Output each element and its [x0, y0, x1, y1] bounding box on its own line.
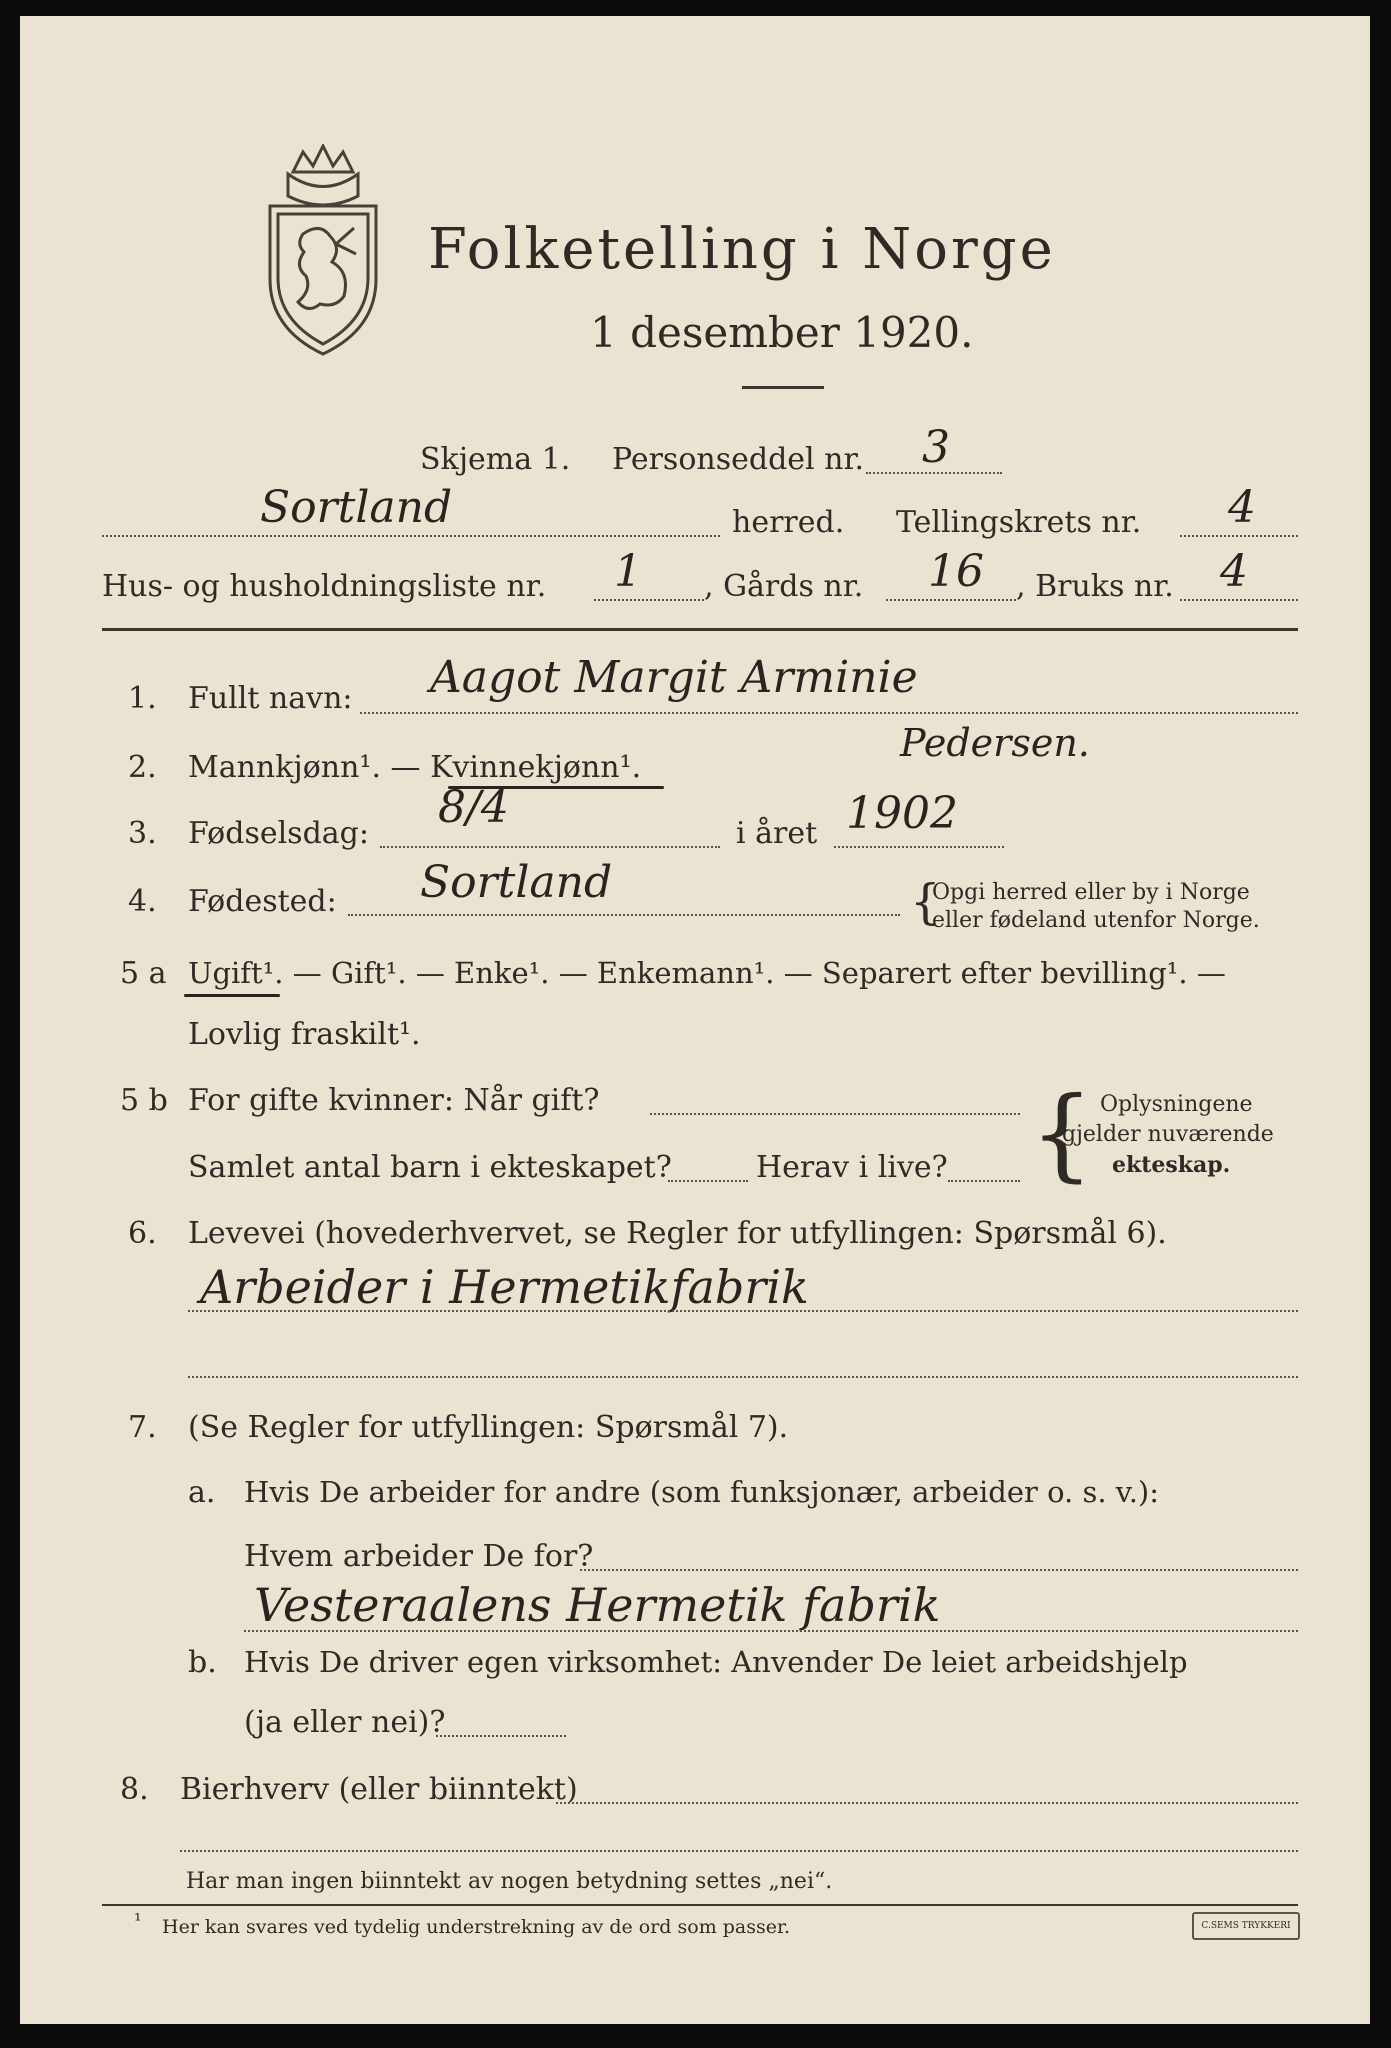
- q5b-alive-field[interactable]: [948, 1180, 1020, 1182]
- q3-year-value: 1902: [846, 788, 958, 839]
- q1-number: 1.: [128, 681, 157, 716]
- printer-stamp: [1192, 1912, 1300, 1940]
- q5b-number: 5 b: [120, 1083, 168, 1118]
- hus-field[interactable]: [594, 599, 704, 601]
- q5a-selected-underline: [184, 994, 280, 997]
- q5b-children-field[interactable]: [668, 1180, 748, 1182]
- personseddel-value: 3: [922, 422, 950, 473]
- q5b-alive-label: Herav i live?: [756, 1150, 948, 1185]
- q4-number: 4.: [128, 884, 157, 919]
- q8-label: Bierhverv (eller biinntekt): [180, 1772, 578, 1807]
- q6-value: Arbeider i Hermetikfabrik: [200, 1260, 809, 1314]
- q5b-children-label: Samlet antal barn i ekteskapet?: [188, 1150, 672, 1185]
- q7b-label: Hvis De driver egen virksomhet: Anvender De leiet arbeidshjelp: [244, 1645, 1188, 1679]
- q7a-letter: a.: [188, 1475, 216, 1510]
- q1-value-continued: Pedersen.: [900, 721, 1090, 765]
- title-divider: [742, 386, 824, 389]
- herred-value: Sortland: [260, 482, 453, 533]
- q7-number: 7.: [128, 1410, 157, 1445]
- q3-label: Fødselsdag:: [188, 816, 369, 851]
- q8-number: 8.: [120, 1772, 149, 1807]
- q4-note-line2: eller fødeland utenfor Norge.: [932, 908, 1260, 933]
- q7a-employer-field-line2[interactable]: [244, 1630, 1298, 1632]
- q4-note-line1: Opgi herred eller by i Norge: [932, 880, 1250, 905]
- biinntekt-note: Har man ingen biinntekt av nogen betydning settes „nei“.: [186, 1869, 833, 1894]
- q1-field[interactable]: [360, 712, 1298, 714]
- herred-label: herred.: [732, 505, 845, 540]
- q5a-label-line2: Lovlig fraskilt¹.: [188, 1017, 421, 1052]
- tellingskrets-label: Tellingskrets nr.: [896, 505, 1142, 540]
- hus-label: Hus- og husholdningsliste nr.: [102, 569, 547, 604]
- q6-field-line2[interactable]: [188, 1376, 1298, 1378]
- tellingskrets-field[interactable]: [1180, 535, 1298, 537]
- q8-field-line2[interactable]: [180, 1850, 1298, 1852]
- footnote-text: Her kan svares ved tydelig understrekning av de ord som passer.: [162, 1916, 791, 1938]
- q5b-note-line1: Oplysningene: [1100, 1092, 1253, 1117]
- gards-label: , Gårds nr.: [704, 569, 864, 604]
- header-rule: [102, 628, 1298, 631]
- q3-number: 3.: [128, 816, 157, 851]
- form-subtitle: 1 desember 1920.: [590, 308, 974, 357]
- q1-label: Fullt navn:: [188, 681, 353, 716]
- herred-field[interactable]: [102, 535, 720, 537]
- q3-year-field[interactable]: [834, 846, 1004, 848]
- q5b-label: For gifte kvinner: Når gift?: [188, 1083, 600, 1118]
- tellingskrets-value: 4: [1228, 482, 1256, 533]
- q5b-note-line2: gjelder nuværende: [1062, 1122, 1274, 1147]
- hus-value: 1: [614, 546, 642, 597]
- coat-of-arms-icon: [258, 144, 388, 359]
- printer-label: C.SEMS TRYKKERI: [1201, 1920, 1291, 1931]
- q4-value: Sortland: [420, 857, 613, 908]
- personseddel-label: Personseddel nr.: [612, 442, 865, 477]
- q5b-note-brace: {: [1030, 1075, 1094, 1192]
- q4-label: Fødested:: [188, 884, 337, 919]
- q2-label: Mannkjønn¹. — Kvinnekjønn¹.: [188, 750, 642, 785]
- footnote-mark: ¹: [134, 1910, 142, 1932]
- census-form-sheet: [20, 16, 1370, 2024]
- q1-value: Aagot Margit Arminie: [430, 652, 918, 703]
- bruks-field[interactable]: [1180, 599, 1298, 601]
- footnote-rule: [102, 1904, 1298, 1906]
- q5a-number: 5 a: [120, 956, 167, 991]
- gards-value: 16: [928, 546, 984, 597]
- q6-field-line1[interactable]: [188, 1310, 1298, 1312]
- q6-number: 6.: [128, 1216, 157, 1251]
- q7a-employer-field[interactable]: [580, 1569, 1298, 1571]
- q7-label: (Se Regler for utfyllingen: Spørsmål 7).: [188, 1410, 789, 1445]
- q4-note-brace: {: [910, 874, 941, 930]
- q7b-letter: b.: [188, 1645, 217, 1680]
- q2-number: 2.: [128, 750, 157, 785]
- q5b-note-line3: ekteskap.: [1112, 1152, 1231, 1178]
- q6-label: Levevei (hovederhvervet, se Regler for utfyllingen: Spørsmål 6).: [188, 1216, 1167, 1251]
- q7a-value: Vesteraalens Hermetik fabrik: [254, 1578, 941, 1632]
- bruks-label: , Bruks nr.: [1016, 569, 1174, 604]
- q5b-married-field[interactable]: [650, 1113, 1020, 1115]
- skjema-label: Skjema 1.: [420, 442, 571, 477]
- q7b-yes-no-field[interactable]: [436, 1735, 566, 1737]
- form-title: Folketelling i Norge: [428, 217, 1056, 282]
- q3-year-label: i året: [736, 816, 818, 851]
- q8-field[interactable]: [556, 1802, 1298, 1804]
- q5a-label: Ugift¹. — Gift¹. — Enke¹. — Enkemann¹. — Separert efter bevilling¹. —: [188, 956, 1226, 990]
- gards-field[interactable]: [886, 599, 1016, 601]
- q7a-employer-label: Hvem arbeider De for?: [244, 1539, 594, 1574]
- q7b-yes-no-label: (ja eller nei)?: [244, 1705, 446, 1740]
- q7a-label: Hvis De arbeider for andre (som funksjonær, arbeider o. s. v.):: [244, 1475, 1160, 1509]
- q4-field[interactable]: [348, 914, 900, 916]
- bruks-value: 4: [1220, 546, 1248, 597]
- q3-field[interactable]: [380, 846, 720, 848]
- q3-value: 8/4: [438, 782, 509, 833]
